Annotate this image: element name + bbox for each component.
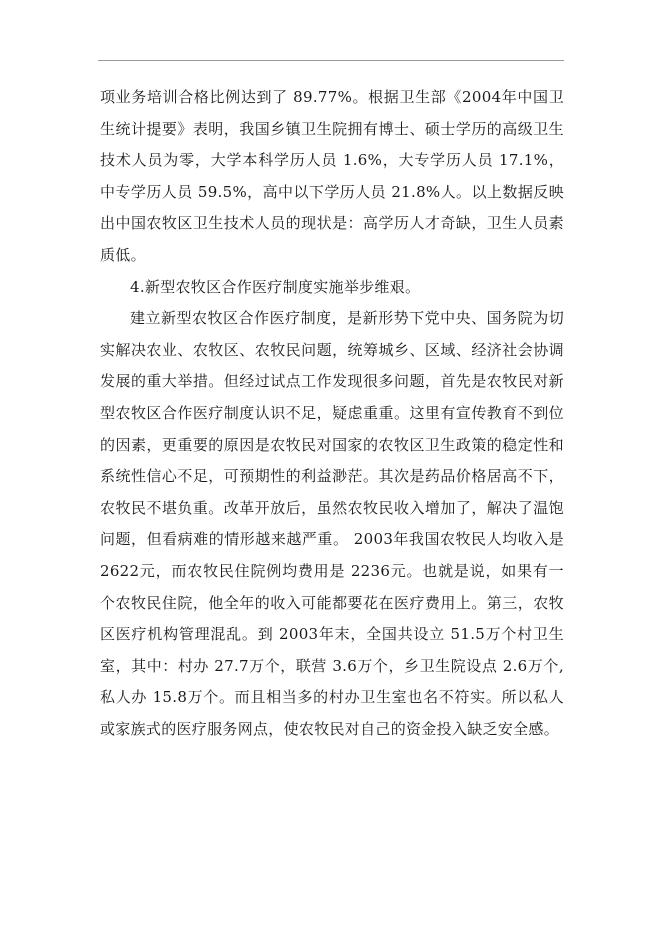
header-rule (98, 60, 564, 61)
paragraph-training-stats: 项业务培训合格比例达到了 89.77%。根据卫生部《2004年中国卫生统计提要》表明，我国乡镇卫生院拥有博士、硕士学历的高级卫生技术人员为零，大学本科学历人员 1.6%，大专学历人员 17.1%，中专学历人员 59.5%，高中以下学历人员 21.8%人。以上数据反映出中国农牧区卫生技术人员的现状是：高学历人才奇缺，卫生人员素质低。 (100, 88, 564, 264)
paragraph-section-heading: 4.新型农牧区合作医疗制度实施举步维艰。 (130, 277, 421, 296)
document-body (100, 82, 564, 745)
paragraph-cooperative-medical: 建立新型农牧区合作医疗制度，是新形势下党中央、国务院为切实解决农业、农牧区、农牧民问题，统筹城乡、区域、经济社会协调发展的重大举措。但经过试点工作发现很多问题，首先是农牧民对新型农牧区合作医疗制度认识不足，疑虑重重。这里有宣传教育不到位的因素，更重要的原因是农牧民对国家的农牧区卫生政策的稳定性和系统性信心不足，可预期性的利益渺茫。其次是药品价格居高不下，农牧民不堪负重。改革开放后，虽然农牧民收入增加了，解决了温饱问题，但看病难的情形越来越严重。 2003年我国农牧民人均收入是 2622元，而农牧民住院例均费用是 2236元。也就是说，如果有一个农牧民住院，他全年的收入可能都要花在医疗费用上。第三，农牧区医疗机构管理混乱。到 2003年末，全国共设立 51.5万个村卫生室，其中：村办 27.7万个，联营 3.6万个，乡卫生院设点 2.6万个,私人办 15.8万个。而且相当多的村办卫生室也名不符实。所以私人或家族式的医疗服务网点，使农牧民对自己的资金投入缺乏安全感。 (100, 309, 564, 738)
